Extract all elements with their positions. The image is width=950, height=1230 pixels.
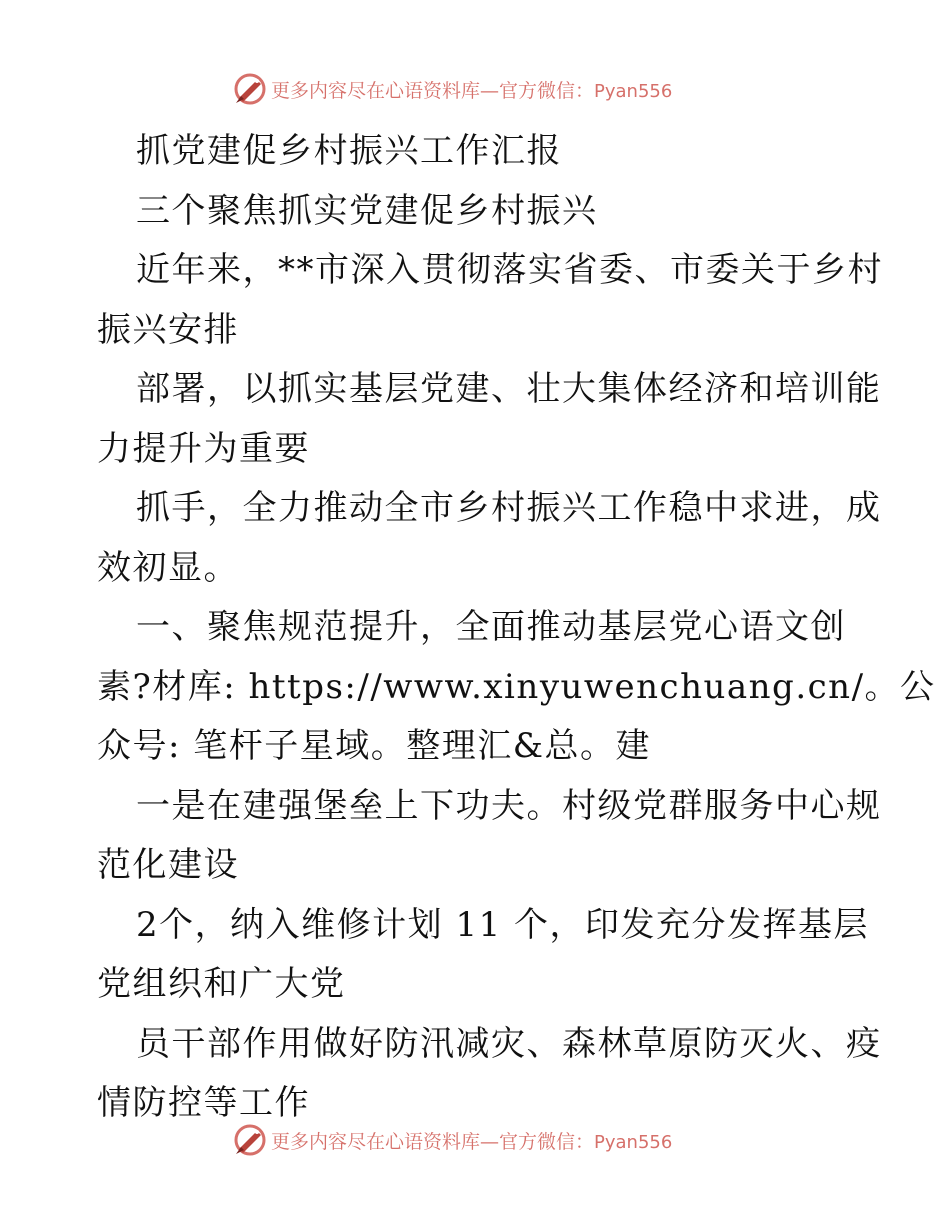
section-heading-line: 一、聚焦规范提升，全面推动基层党心语文创 <box>136 607 846 647</box>
paragraph-line: 员干部作用做好防汛减灾、森林草原防灭火、疫 <box>136 1023 882 1064</box>
paragraph-line: 2个，纳入维修计划 11 个，印发充分发挥基层 <box>136 904 870 945</box>
watermark-banner-bottom <box>233 1122 733 1158</box>
paragraph-line: 近年来，**市深入贯彻落实省委、市委关于乡村 <box>136 250 883 290</box>
paragraph-line: 党组织和广大党 <box>97 964 346 1004</box>
paragraph-line: 情防控等工作 <box>97 1083 310 1123</box>
watermark-banner-top <box>233 71 733 107</box>
paragraph-line: 部署，以抓实基层党建、壮大集体经济和培训能 <box>136 369 882 409</box>
paragraph-line: 范化建设 <box>97 845 239 885</box>
quill-pen-logo-icon <box>233 72 267 106</box>
paragraph-line: 一是在建强堡垒上下功夫。村级党群服务中心规 <box>136 785 882 826</box>
watermark-text: 更多内容尽在心语资料库—官方微信：Pyan556 <box>271 79 673 102</box>
paragraph-line: 力提升为重要 <box>97 428 310 469</box>
paragraph-line: 众号: 笔杆子星域。整理汇&总。建 <box>97 726 652 766</box>
doc-title: 抓党建促乡村振兴工作汇报 <box>136 131 562 171</box>
quill-pen-logo-icon <box>233 1123 267 1157</box>
document-body <box>97 122 936 1134</box>
doc-subtitle: 三个聚焦抓实党建促乡村振兴 <box>136 190 598 231</box>
paragraph-line: 效初显。 <box>97 547 239 588</box>
paragraph-line: 抓手，全力推动全市乡村振兴工作稳中求进，成 <box>136 488 882 528</box>
paragraph-line: 素?材库: https://www.xinyuwenchuang.cn/。公 <box>97 666 936 707</box>
watermark-text: 更多内容尽在心语资料库—官方微信：Pyan556 <box>271 1130 673 1153</box>
paragraph-line: 振兴安排 <box>97 309 239 350</box>
